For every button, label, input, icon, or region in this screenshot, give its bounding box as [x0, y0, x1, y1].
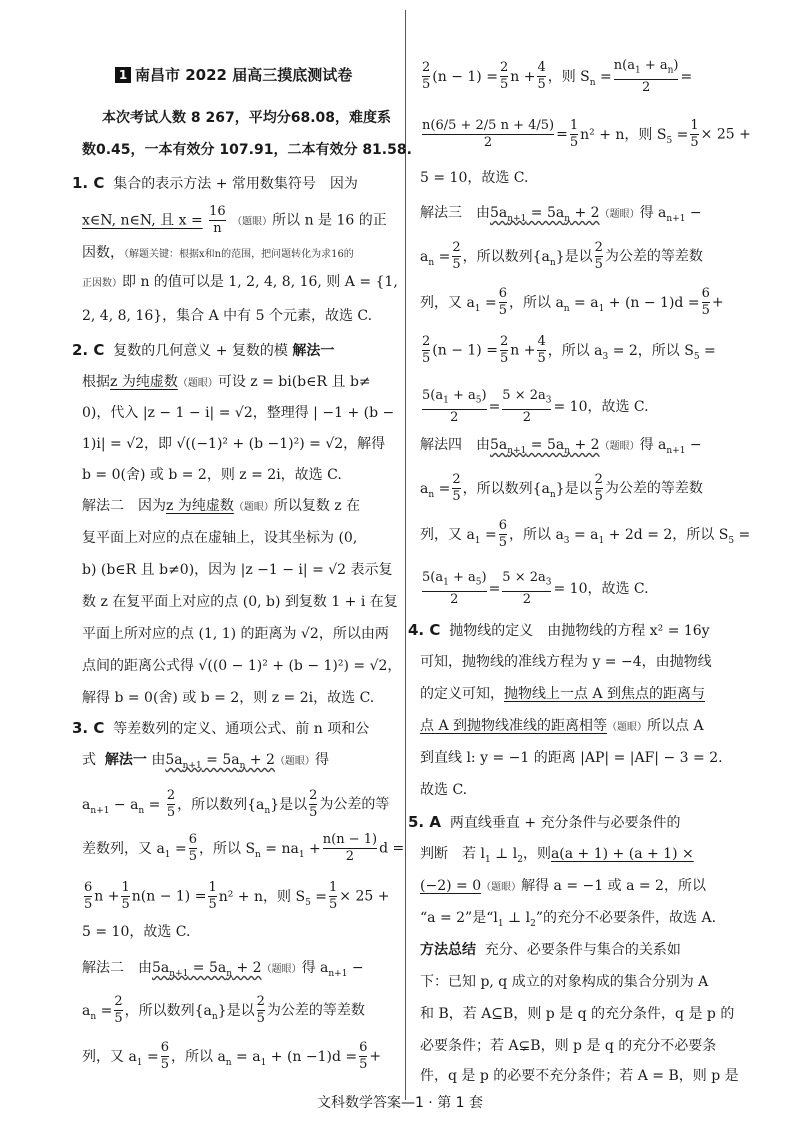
fraction: [359, 1040, 367, 1073]
text: ，所以数列$\{a_n\}$是以: [462, 480, 593, 500]
q2-line-5: b = 0(舍) 或 b = 2，则 z = 2i，故选 C.: [82, 467, 342, 483]
text: 式: [82, 752, 96, 768]
method-label: 解法一: [104, 752, 147, 768]
r-line-2: [420, 118, 751, 151]
text: 充分、必要条件与集合的关系如: [484, 942, 681, 958]
numerator: 2: [452, 240, 461, 255]
numerator: 2: [166, 788, 176, 803]
numerator: 1: [208, 880, 217, 895]
text: ，则 $S_n$ =: [547, 68, 612, 88]
q4-line-4: [420, 716, 704, 738]
q5-line-7: 和 B，若 A⊆B，则 p 是 q 的充分条件，q 是 p 的: [420, 1006, 735, 1022]
text: 列，又 $a_1$ =: [420, 294, 497, 314]
q3-answer: 3. C: [72, 719, 105, 737]
key-point-tag: （题眼）: [599, 209, 640, 220]
q2-line-10: 平面上所对应的点 (1, 1) 的距离为 √2，所以由两: [82, 626, 389, 642]
denominator: 2: [323, 848, 377, 865]
q1-line-5: 2, 4, 8, 16}，集合 A 中有 5 个元素，故选 C.: [82, 308, 373, 324]
text: 根据: [82, 374, 110, 390]
text: × 25 +: [339, 888, 390, 905]
q5-line-9: 件，q 是 p 的必要不充分条件；若 A = B，则 p 是: [420, 1068, 739, 1084]
numerator: 6: [160, 1040, 169, 1055]
q3-topic: 等差数列的定义、通项公式、前 n 项和公: [113, 721, 370, 737]
text: 解法三 由: [420, 205, 490, 221]
numerator: 2: [452, 472, 461, 487]
text: 所以点 A: [647, 718, 704, 734]
q2-line-9: 数 z 在复平面上对应的点 (0, b) 到复数 1 + i 在复: [82, 594, 398, 610]
text: n(n − 1) =: [131, 888, 207, 905]
text: n +: [510, 68, 536, 85]
numerator: 2: [422, 60, 431, 76]
underlined-condition: z 为纯虚数: [110, 374, 178, 390]
denominator: 2: [502, 409, 551, 426]
q3-heading: [72, 718, 369, 739]
text: ，所以 $a_n = a_1 + (n -1)d$ =: [171, 1048, 358, 1068]
text: n +: [510, 342, 536, 359]
text: 差数列，又 $a_1$ =: [82, 840, 187, 860]
denominator: 5: [160, 1057, 169, 1072]
fraction: [595, 472, 603, 505]
text: (n − 1) =: [432, 68, 498, 85]
key-point-tag: （题眼）: [481, 882, 522, 893]
numerator: 4: [537, 60, 546, 76]
fraction: [323, 832, 377, 865]
denominator: 5: [499, 77, 509, 93]
text: 解法二 因为: [82, 498, 166, 514]
underlined-condition: $5a_{n+1} = 5a_n + 2$: [490, 205, 600, 224]
q1-line-2: [82, 204, 387, 237]
text: = 10，故选 C.: [553, 398, 649, 415]
text: $a_n$ =: [420, 480, 451, 500]
text: ，所以数列$\{a_n\}$是以: [177, 796, 308, 816]
numerator: 1: [328, 880, 338, 895]
column-divider: [405, 10, 406, 1100]
fraction: [614, 58, 679, 96]
numerator: 2: [594, 472, 603, 487]
text: ，所以 $a_3 = a_1 + 2d = 2$，所以 $S_5$ =: [509, 526, 751, 546]
fraction: [690, 118, 698, 151]
text: 得 $a_{n+1}$ −: [301, 960, 364, 979]
q4-line-5: 到直线 l: y = −1 的距离 |AP| = |AF| − 3 = 2.: [420, 750, 723, 766]
numerator: $5(a_1 + a_5)$: [422, 388, 487, 406]
q1-answer: 1. C: [72, 174, 105, 192]
text: 可设 z = bi(b∈R 且 b≠: [217, 374, 371, 390]
r-line-8: $\frac{5(a_1 + a_5)}{2}$ = $\frac{5 \times 2a_3}{2}$ = 10，故选 C.: [422, 388, 649, 425]
q1-hint: 正因数）: [82, 278, 122, 289]
title-number-badge: 1: [115, 67, 131, 83]
fraction: [422, 570, 487, 608]
q5-topic: 两直线垂直 + 充分条件与必要条件的: [449, 815, 681, 831]
q3-line-4: [82, 832, 404, 865]
denominator: 5: [328, 897, 338, 912]
underlined-condition: z 为纯虚数: [166, 498, 234, 514]
q5-line-3: [420, 876, 706, 898]
page-footer: 文科数学答案—1 · 第 1 套: [316, 1095, 484, 1111]
fraction: [208, 880, 216, 913]
numerator: 16: [209, 204, 226, 219]
r-line-4: [420, 203, 702, 229]
text: 得 $a_{n+1}$ −: [639, 205, 702, 224]
fraction: [114, 994, 122, 1027]
underlined-condition: $5a_{n+1} = 5a_n + 2$: [490, 437, 600, 456]
denominator: 5: [256, 1011, 265, 1026]
fraction: [309, 788, 317, 821]
text: $a_n$ =: [82, 1002, 113, 1022]
text: 判断 若 $l_1$ ⊥ $l_2$，则: [420, 846, 551, 865]
text: 列，又 $a_1$ =: [82, 1048, 159, 1068]
r-line-5: [420, 240, 703, 273]
q2-topic: 复数的几何意义 + 复数的模: [113, 343, 288, 359]
underlined-condition: (−2) = 0: [420, 878, 482, 894]
q2-answer: 2. C: [72, 341, 105, 359]
q4-line-2: 可知，抛物线的准线方程为 y = −4，由抛物线: [420, 654, 712, 670]
fraction: [329, 880, 337, 913]
q1-line-3: [82, 243, 354, 265]
fraction: [422, 334, 430, 367]
text: $a_{n+1} - a_n$ =: [82, 796, 161, 816]
fraction: [167, 788, 175, 821]
q5-line-6: 下：已知 p, q 成立的对象构成的集合分别为 A: [420, 974, 709, 990]
denominator: 5: [309, 805, 318, 820]
denominator: 2: [422, 591, 487, 608]
denominator: 5: [121, 897, 130, 912]
text: 为公差的等: [319, 796, 390, 813]
text: =: [556, 126, 568, 143]
q3-line-7: [82, 958, 364, 984]
denominator: 5: [690, 135, 699, 150]
numerator: $5 \times 2a_3$: [502, 388, 552, 406]
q4-heading: [408, 620, 710, 641]
q5-heading: [408, 812, 681, 833]
q1-condition: x∈N, n∈N, 且 x =: [82, 212, 203, 229]
fraction: [422, 388, 487, 426]
q2-line-11: 点间的距离公式得 √((0 − 1)² + (b − 1)²) = √2，: [82, 658, 402, 674]
numerator: $5(a_1 + a_5)$: [422, 570, 487, 588]
q1-topic: 集合的表示方法 + 常用数集符号 因为: [113, 176, 358, 192]
key-point-tag: （题眼）: [599, 441, 640, 452]
denominator: 5: [452, 257, 461, 272]
numerator: 2: [309, 788, 318, 803]
underlined-condition: 点 A 到抛物线准线的距离相等: [420, 718, 608, 734]
q3-line-3: [82, 788, 389, 821]
page-title: [115, 64, 352, 85]
denominator: 5: [114, 1011, 123, 1026]
q3-line-5: [82, 880, 389, 913]
numerator: 6: [188, 832, 197, 847]
text: ，所以 $a_3 = 2$，所以 $S_5$ =: [547, 342, 716, 362]
numerator: 6: [84, 880, 93, 895]
denominator: 5: [452, 489, 461, 504]
q4-line-3: [420, 684, 705, 704]
fraction: [595, 240, 603, 273]
underlined-condition: $5a_{n+1} = 5a_n + 2$: [165, 752, 275, 771]
text: +: [369, 1048, 382, 1065]
text: =: [680, 68, 693, 85]
underlined-condition: a(a + 1) + (a + 1) ×: [550, 846, 694, 862]
q1-text: 因数，: [82, 245, 124, 261]
denominator: n: [209, 220, 226, 237]
denominator: 5: [498, 303, 507, 318]
r-line-6: [420, 286, 724, 319]
r-line-3: 5 = 10，故选 C.: [420, 170, 529, 186]
fraction: [499, 518, 507, 551]
q3-line-6: 5 = 10，故选 C.: [82, 924, 191, 940]
r-line-10: [420, 472, 703, 505]
denominator: 5: [537, 351, 546, 366]
q2-line-7: 复平面上对应的点在虚轴上，设其坐标为 (0,: [82, 530, 358, 546]
numerator: 2: [114, 994, 123, 1009]
numerator: 1: [690, 118, 699, 133]
numerator: 2: [499, 60, 509, 76]
q2-line-2: [82, 372, 371, 394]
text: ，所以数列$\{a_n\}$是以: [462, 248, 593, 268]
fraction: [161, 1040, 169, 1073]
text: 为公差的等差数: [266, 1002, 365, 1019]
q2-line-12: 解得 b = 0(舍) 或 b = 2，则 z = 2i，故选 C.: [82, 690, 375, 706]
text: ，所以数列$\{a_n\}$是以: [124, 1002, 255, 1022]
numerator: $n(a_1 + a_n)$: [613, 58, 679, 76]
fraction: [500, 334, 508, 367]
denominator: 2: [422, 134, 554, 151]
fraction: [257, 994, 265, 1027]
q1-fraction: [209, 204, 226, 237]
text: d =: [379, 840, 405, 857]
fraction: [84, 880, 92, 913]
text: (n − 1) =: [432, 342, 498, 359]
denominator: 5: [422, 351, 431, 366]
text: 为公差的等差数: [604, 480, 703, 497]
fraction: [452, 240, 460, 273]
fraction: [422, 60, 430, 93]
key-point-tag: （题眼）: [261, 964, 302, 975]
method-label: 解法一: [292, 343, 335, 359]
text: +: [711, 294, 724, 311]
q4-line-6: 故选 C.: [420, 782, 468, 798]
r-line-11: [420, 518, 750, 551]
r-line-12: $\frac{5(a_1 + a_5)}{2}$ = $\frac{5 \times 2a_3}{2}$ = 10，故选 C.: [422, 570, 649, 607]
underlined-condition: 抛物线上一点 A 到焦点的距离与: [504, 686, 706, 702]
q1-text: 即 n 的值可以是 1, 2, 4, 8, 16, 则 A = {1,: [122, 274, 398, 290]
text: 解法四 由: [420, 437, 490, 453]
q2-line-3: 0)，代入 |z − 1 − i| = √2，整理得 | −1 + (b −: [82, 405, 395, 421]
q3-line-8: [82, 994, 365, 1027]
fraction: [570, 118, 578, 151]
fraction: [499, 286, 507, 319]
denominator: 5: [537, 77, 546, 93]
text: 所以复数 z 在: [273, 498, 361, 514]
key-point-tag: （题眼）: [274, 756, 315, 767]
text: n² + n，则 $S_5$ =: [218, 888, 327, 908]
q5-line-8: 必要条件；若 A⊊B，则 p 是 q 的充分不必要条: [420, 1038, 717, 1054]
denominator: 5: [498, 535, 507, 550]
numerator: 6: [359, 1040, 368, 1055]
numerator: 6: [498, 286, 507, 301]
q5-line-5: [420, 940, 681, 960]
denominator: 2: [422, 409, 487, 426]
denominator: 2: [502, 591, 551, 608]
q5-line-4: “a = 2”是“$l_1$ ⊥ $l_2$”的充分不必要条件，故选 A.: [420, 910, 717, 929]
q2-line-8: b) (b∈R 且 b≠0)，因为 |z −1 − i| = √2 表示复: [82, 562, 393, 578]
key-point-tag: （题眼）: [607, 722, 648, 733]
numerator: 2: [422, 334, 431, 349]
fraction: [189, 832, 197, 865]
numerator: 2: [594, 240, 603, 255]
numerator: n(n − 1): [322, 832, 378, 847]
q2-line-4: 1)i| = √2，即 √((−1)² + (b −1)²) = √2，解得: [82, 436, 386, 452]
q2-heading: [72, 340, 334, 361]
r-line-1: [420, 58, 692, 96]
method-summary-label: 方法总结: [420, 942, 476, 958]
denominator: 5: [359, 1057, 368, 1072]
q5-answer: 5. A: [408, 813, 441, 831]
denominator: 5: [84, 897, 93, 912]
q2-line-6: [82, 496, 360, 518]
underlined-condition: $5a_{n+1} = 5a_n + 2$: [152, 960, 262, 979]
text: 得: [314, 752, 329, 768]
denominator: 5: [594, 257, 603, 272]
text: 得 $a_{n+1}$ −: [639, 437, 702, 456]
numerator: 2: [499, 334, 509, 349]
q1-hint: （解题关键：根据x和n的范围，把问题转化为求16的: [124, 249, 354, 260]
text: = 10，故选 C.: [553, 580, 649, 597]
denominator: 5: [499, 351, 509, 366]
fraction: [537, 334, 545, 367]
q1-line-4: [82, 272, 398, 294]
denominator: 5: [594, 489, 603, 504]
fraction: [422, 118, 554, 151]
q3-line-2: [82, 750, 329, 776]
fraction: [502, 388, 551, 426]
denominator: 5: [188, 849, 197, 864]
numerator: 2: [256, 994, 265, 1009]
numerator: 1: [569, 118, 579, 133]
denominator: 2: [614, 79, 679, 96]
title-text: 南昌市 2022 届高三摸底测试卷: [135, 66, 353, 84]
denominator: 5: [166, 805, 176, 820]
q3-line-9: [82, 1040, 381, 1073]
denominator: 5: [569, 135, 579, 150]
intro-line-1: 本次考试人数 8 267，平均分68.08，难度系: [102, 110, 391, 126]
numerator: 6: [701, 286, 710, 301]
r-line-9: [420, 435, 702, 461]
denominator: 5: [701, 303, 710, 318]
key-point-tag: （题眼）: [233, 502, 274, 513]
q4-topic: 抛物线的定义 由抛物线的方程 x² = 16y: [449, 623, 710, 639]
text: 解得 a = −1 或 a = 2，所以: [521, 878, 706, 894]
fraction: [537, 60, 545, 93]
text: 解法二 由: [82, 960, 152, 976]
text: ，所以 $a_n = a_1 + (n - 1)d$ =: [509, 294, 700, 314]
key-point-tag: （题眼）: [232, 216, 273, 228]
numerator: 1: [121, 880, 130, 895]
denominator: 5: [208, 897, 217, 912]
numerator: 4: [537, 334, 546, 349]
fraction: [452, 472, 460, 505]
text: n +: [94, 888, 120, 905]
text: 的定义可知，: [420, 686, 504, 702]
fraction: [502, 570, 551, 608]
intro-line-2: 数0.45，一本有效分 107.91，二本有效分 81.58.: [82, 142, 412, 158]
denominator: 5: [422, 77, 431, 93]
text: ，所以 $S_n = na_1$ +: [199, 840, 321, 860]
numerator: n(6/5 + 2/5 n + 4/5): [422, 118, 555, 133]
q4-answer: 4. C: [408, 621, 441, 639]
q1-text: 所以 n 是 16 的正: [272, 212, 387, 229]
fraction: [500, 60, 508, 93]
fraction: [121, 880, 129, 913]
q5-line-2: [420, 844, 694, 870]
text: × 25 +: [700, 126, 751, 143]
r-line-7: [420, 334, 716, 367]
key-point-tag: （题眼）: [177, 378, 218, 389]
fraction: [702, 286, 710, 319]
text: 为公差的等差数: [604, 248, 703, 265]
q1-heading: [72, 173, 358, 194]
numerator: $5 \times 2a_3$: [502, 570, 552, 588]
text: n² + n，则 $S_5$ =: [580, 126, 689, 146]
text: $a_n$ =: [420, 248, 451, 268]
text: 由: [151, 752, 166, 768]
text: 列，又 $a_1$ =: [420, 526, 497, 546]
numerator: 6: [498, 518, 507, 533]
